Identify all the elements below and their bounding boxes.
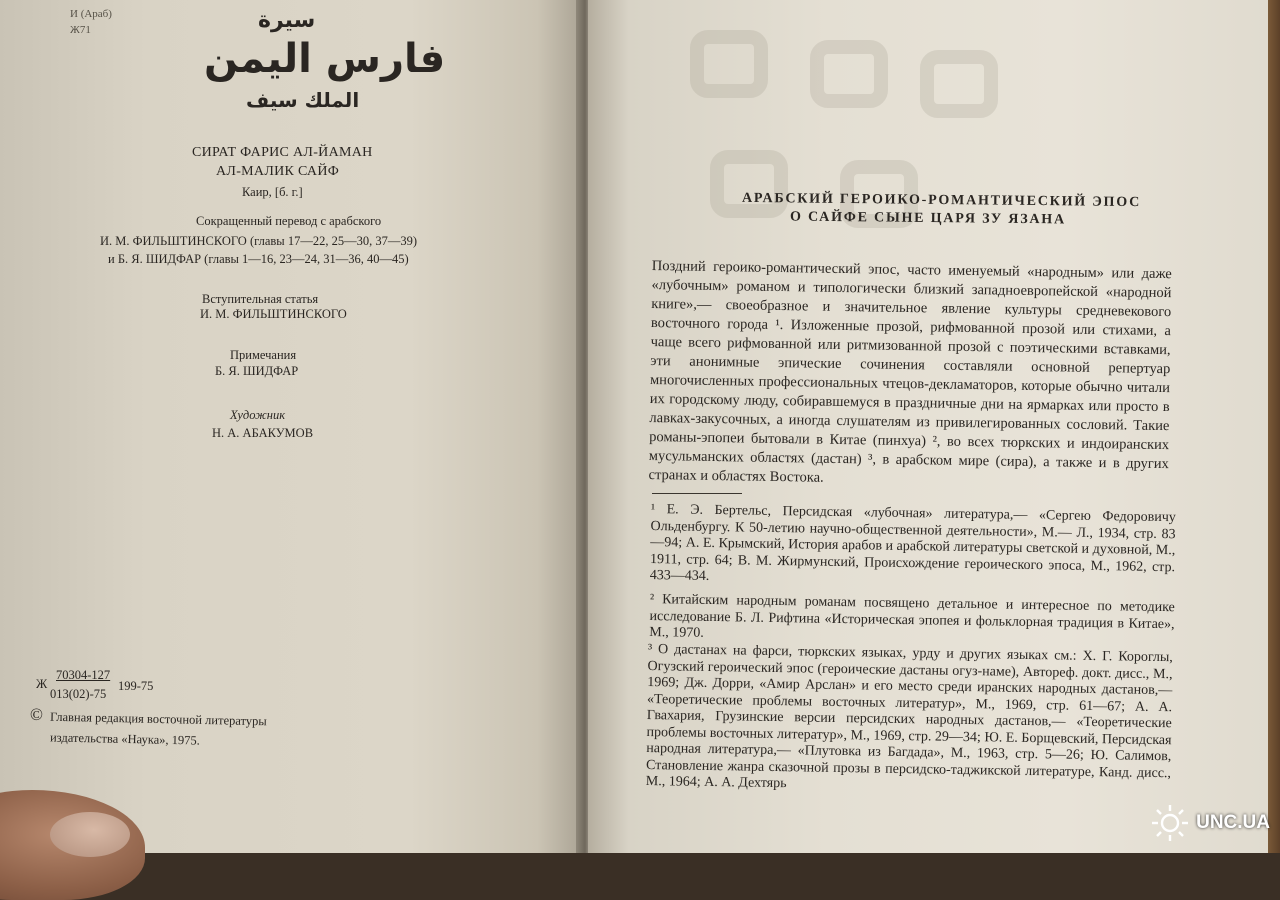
- library-code-2: Ж71: [70, 24, 91, 36]
- index-suffix: 199-75: [118, 679, 154, 693]
- artist-name: Н. А. АБАКУМОВ: [212, 426, 314, 440]
- artist-label: Художник: [230, 408, 286, 422]
- arabic-calligraphy-title: [196, 8, 446, 118]
- chapter-heading-1: АРАБСКИЙ ГЕРОИКО-РОМАНТИЧЕСКИЙ ЭПОС: [741, 190, 1142, 211]
- footnote-1: ¹ Е. Э. Бертельс, Персидская «лубочная» литература,— «Сергею Федоровичу Ольденбургу. К 50-летию научно-общественной деятельности», М.— Л., 1934, стр. 83—94; А. Е. Крымский, История арабов и арабской литературы светской и духовной, М., 1911, стр. 64; В. М. Жирмунский, Происхождение героического эпоса, М., 1962, стр. 433—434.: [649, 502, 1176, 584]
- notes-label: Примечания: [230, 348, 297, 362]
- index-denominator: 013(02)-75: [50, 687, 107, 701]
- publication-place: Каир, [б. г.]: [242, 185, 303, 199]
- footnote-2: ² Китайским народным романам посвящено детальное и интересное по методике исследование Б. Л. Рифтина «Историческая эпопея и фольклорная традиция в Китае», М., 1970.: [649, 592, 1175, 641]
- sun-logo-icon: [1150, 803, 1190, 843]
- index-numerator: 70304-127: [56, 668, 111, 682]
- publisher-line-2: издательства «Наука», 1975.: [49, 730, 201, 748]
- publisher-line-1: Главная редакция восточной литературы: [49, 709, 267, 729]
- book-title-2: АЛ-МАЛИК САЙФ: [216, 164, 340, 179]
- book-title-1: СИРАТ ФАРИС АЛ-ЙАМАН: [192, 145, 373, 160]
- left-page: [0, 0, 584, 853]
- arabic-title-line3: الملك سيف: [246, 88, 360, 112]
- thumbnail: [50, 812, 130, 857]
- arabic-title-line1: سيرة: [258, 8, 316, 33]
- notes-author: Б. Я. ШИДФАР: [215, 364, 299, 378]
- arabic-title-line2: فارس اليمن: [204, 36, 446, 82]
- site-watermark: [1150, 803, 1270, 843]
- translator-2: и Б. Я. ШИДФАР (главы 1—16, 23—24, 31—36, 40—45): [108, 252, 409, 266]
- intro-author: И. М. ФИЛЬШТИНСКОГО: [200, 307, 347, 321]
- footnote-rule: [652, 493, 742, 494]
- intro-label: Вступительная статья: [202, 292, 319, 306]
- chapter-heading-2: О САЙФЕ СЫНЕ ЦАРЯ ЗУ ЯЗАНА: [789, 209, 1067, 228]
- wooden-table-edge: [1268, 0, 1280, 853]
- body-paragraph: Поздний героико-романтический эпос, часто именуемый «народным» или даже «лубочным» романом и типологически близкий западноевропейской «народной книге»,— своеобразное и значительное явление культуры средневекового восточного города ¹. Изложенные прозой, рифмованной прозой или стихами, а чаще всего рифмованной или ритмизованной прозой с поэтическими вставками, эти анонимные эпические сочинения составляли основной репертуар многочисленных профессиональных чтецов-декламаторов, которые обычно читали их городскому люду, собиравшемуся в праздничные дни на ярмарках или просто в лавках-закусочных, а иногда слушателям из привилегированных сословий. Такие романы-эпопеи бытовали в Китае (пинхуа) ², во всех тюркских и индоиранских мусульманских областях (дастан) ³, в арабском мире (сира), а также и в других странах и областях Востока.: [648, 257, 1172, 486]
- library-code: И (Араб): [70, 8, 112, 20]
- footnote-3: ³ О дастанах на фарси, тюркских языках, урду и других языках см.: Х. Г. Короглы, Огузский героический эпос (героические дастаны огуз-наме), Автореф. докт. дисс., М., 1969; Дж. Дорри, «Амир Арслан» и его место среди иранских народных дастанов,— «Теоретические проблемы восточных литератур», М., 1969, стр. 61—67; А. А. Гвахария, Грузинские версии персидских народных дастанов,— «Теоретические проблемы восточных литератур», М., 1969, стр. 29—34; Ю. Е. Борщевский, Персидская народная литература,— «Плутовка из Багдада», М., 1963, стр. 5—26; Ю. Салимов, Становление жанра сказочной прозы в персидско-таджикской литературе, Канд. дисс., М., 1964; А. А. Дехтярь: [645, 642, 1173, 792]
- translation-note: Сокращенный перевод с арабского: [196, 214, 382, 228]
- watermark-text: UNC.UA: [1196, 812, 1270, 833]
- index-letter: Ж: [36, 677, 48, 691]
- copyright-symbol: ©: [30, 705, 43, 724]
- translator-1: И. М. ФИЛЬШТИНСКОГО (главы 17—22, 25—30, 37—39): [100, 234, 417, 248]
